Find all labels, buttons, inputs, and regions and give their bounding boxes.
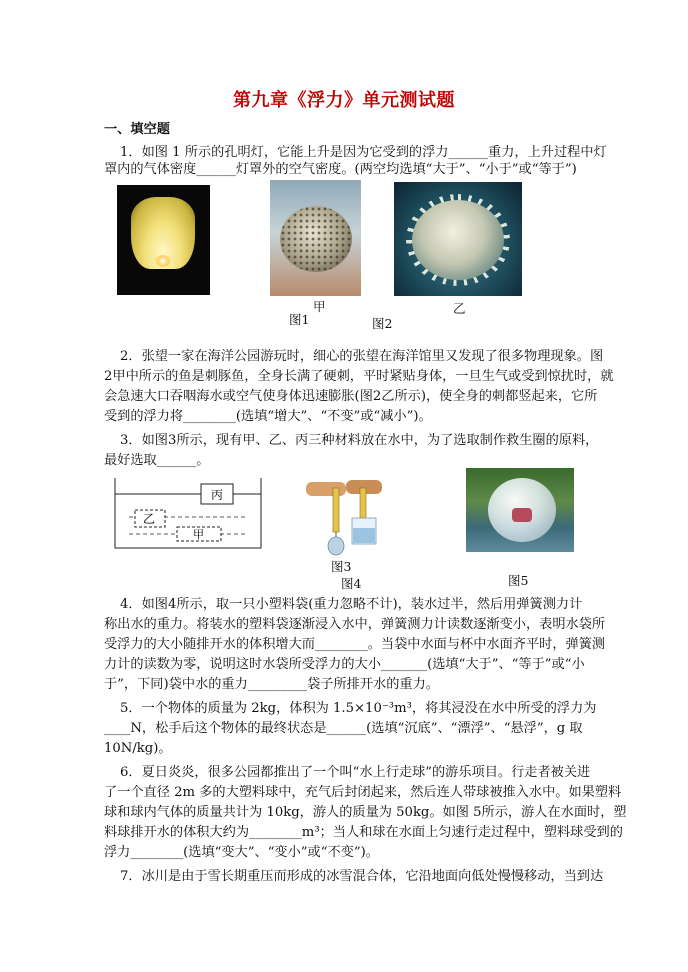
q2-line3: 会急速大口吞咽海水或空气使身体迅速膨胀(图2乙所示)，使全身的刺都竖起来，它所 <box>104 389 598 404</box>
page-title: 第九章《浮力》单元测试题 <box>233 90 455 111</box>
beaker-water <box>353 528 375 543</box>
spring-scale-right <box>360 488 366 518</box>
fig2-label-jia: 甲 <box>313 299 326 314</box>
person-in-ball <box>512 508 532 522</box>
hand-left <box>306 482 346 496</box>
q1-line2: 罩内的气体密度______灯罩外的空气密度。(两空均选填“大于”、“小于”或“等于”) <box>104 162 577 177</box>
fig2-label-yi: 乙 <box>453 301 466 316</box>
label-bing: 丙 <box>211 488 224 502</box>
spring-scale-photo <box>300 478 390 566</box>
q2-line4: 受到的浮力将________(选填“增大”、“不变”或“减小”)。 <box>104 409 432 424</box>
q3-line1: 3．如图3所示，现有甲、乙、丙三种材料放在水中，为了选取制作救生圈的原料， <box>120 433 599 448</box>
label-yi: 乙 <box>143 512 156 526</box>
pufferfish-inflated-body <box>412 200 504 280</box>
fig1-caption: 图1 <box>289 312 310 327</box>
pufferfish-spots <box>280 206 352 272</box>
water-walking-ball-photo <box>466 468 574 552</box>
section-heading: 一、填空题 <box>104 122 170 137</box>
q4-line5: 于”，下同)袋中水的重力_________袋子所排开水的重力。 <box>104 677 439 692</box>
fig2-caption: 图2 <box>372 316 393 331</box>
q2-line1: 2．张望一家在海洋公园游玩时，细心的张望在海洋馆里又发现了很多物理现象。图 <box>120 349 604 364</box>
pufferfish-normal-photo <box>270 180 361 296</box>
pufferfish-inflated-photo <box>394 182 522 296</box>
q4-line3: 受浮力的大小随排开水的体积增大而________。当袋中水面与杯中水面齐平时，弹簧测 <box>104 637 606 652</box>
q6-line5: 浮力________(选填“变大”、“变小”或“不变”)。 <box>104 845 379 860</box>
q5-line3: 10N/kg)。 <box>104 741 172 756</box>
q6-line4: 料球排开水的体积大约为________m³；当人和球在水面上匀速行走过程中，塑料球受到的 <box>104 825 623 840</box>
lantern-flame <box>155 255 171 267</box>
q6-line1: 6．夏日炎炎，很多公园都推出了一个叫“水上行走球”的游乐项目。行走者被关进 <box>120 765 591 780</box>
q1-line1: 1．如图 1 所示的孔明灯，它能上升是因为它受到的浮力______重力，上升过程中灯 <box>120 145 607 160</box>
fig5-caption: 图5 <box>508 573 529 588</box>
fig4-caption: 图4 <box>341 576 362 591</box>
q5-line2: ____N，松手后这个物体的最终状态是______(选填“沉底”、“漂浮”、“悬浮”，g 取 <box>104 721 583 736</box>
q6-line3: 球和球内气体的质量共计为 10kg，游人的质量为 50kg。如图 5所示，游人在水面时，塑 <box>104 805 627 820</box>
q4-line2: 称出水的重力。将装水的塑料袋逐渐浸入水中，弹簧测力计读数逐渐变小，表明水袋所 <box>104 617 606 632</box>
water-bag <box>328 537 344 555</box>
sky-lantern-photo <box>117 185 210 295</box>
label-jia: 甲 <box>193 528 204 541</box>
q5-line1: 5．一个物体的质量为 2kg，体积为 1.5×10⁻³m³，将其浸没在水中所受的浮力为 <box>120 701 597 716</box>
spring-scale-left <box>333 488 339 532</box>
materials-in-water-diagram <box>113 476 263 550</box>
q7-line1: 7．冰川是由于雪长期重压而形成的冰雪混合体，它沿地面向低处慢慢移动，当到达 <box>120 869 604 884</box>
fig3-caption: 图3 <box>331 559 352 574</box>
q6-line2: 了一个直径 2m 多的大塑料球中，充气后封闭起来，然后连人带球被推入水中。如果塑料 <box>104 785 622 800</box>
q2-line2: 2甲中所示的鱼是刺豚鱼，全身长满了硬刺，平时紧贴身体，一旦生气或受到惊扰时，就 <box>104 369 614 384</box>
q4-line1: 4．如图4所示，取一只小塑料袋(重力忽略不计)，装水过半，然后用弹簧测力计 <box>120 597 583 612</box>
q4-line4: 力计的读数为零，说明这时水袋所受浮力的大小_______(选填“大于”、“等于”或“小 <box>104 657 585 672</box>
q3-line2: 最好选取______。 <box>104 453 210 468</box>
